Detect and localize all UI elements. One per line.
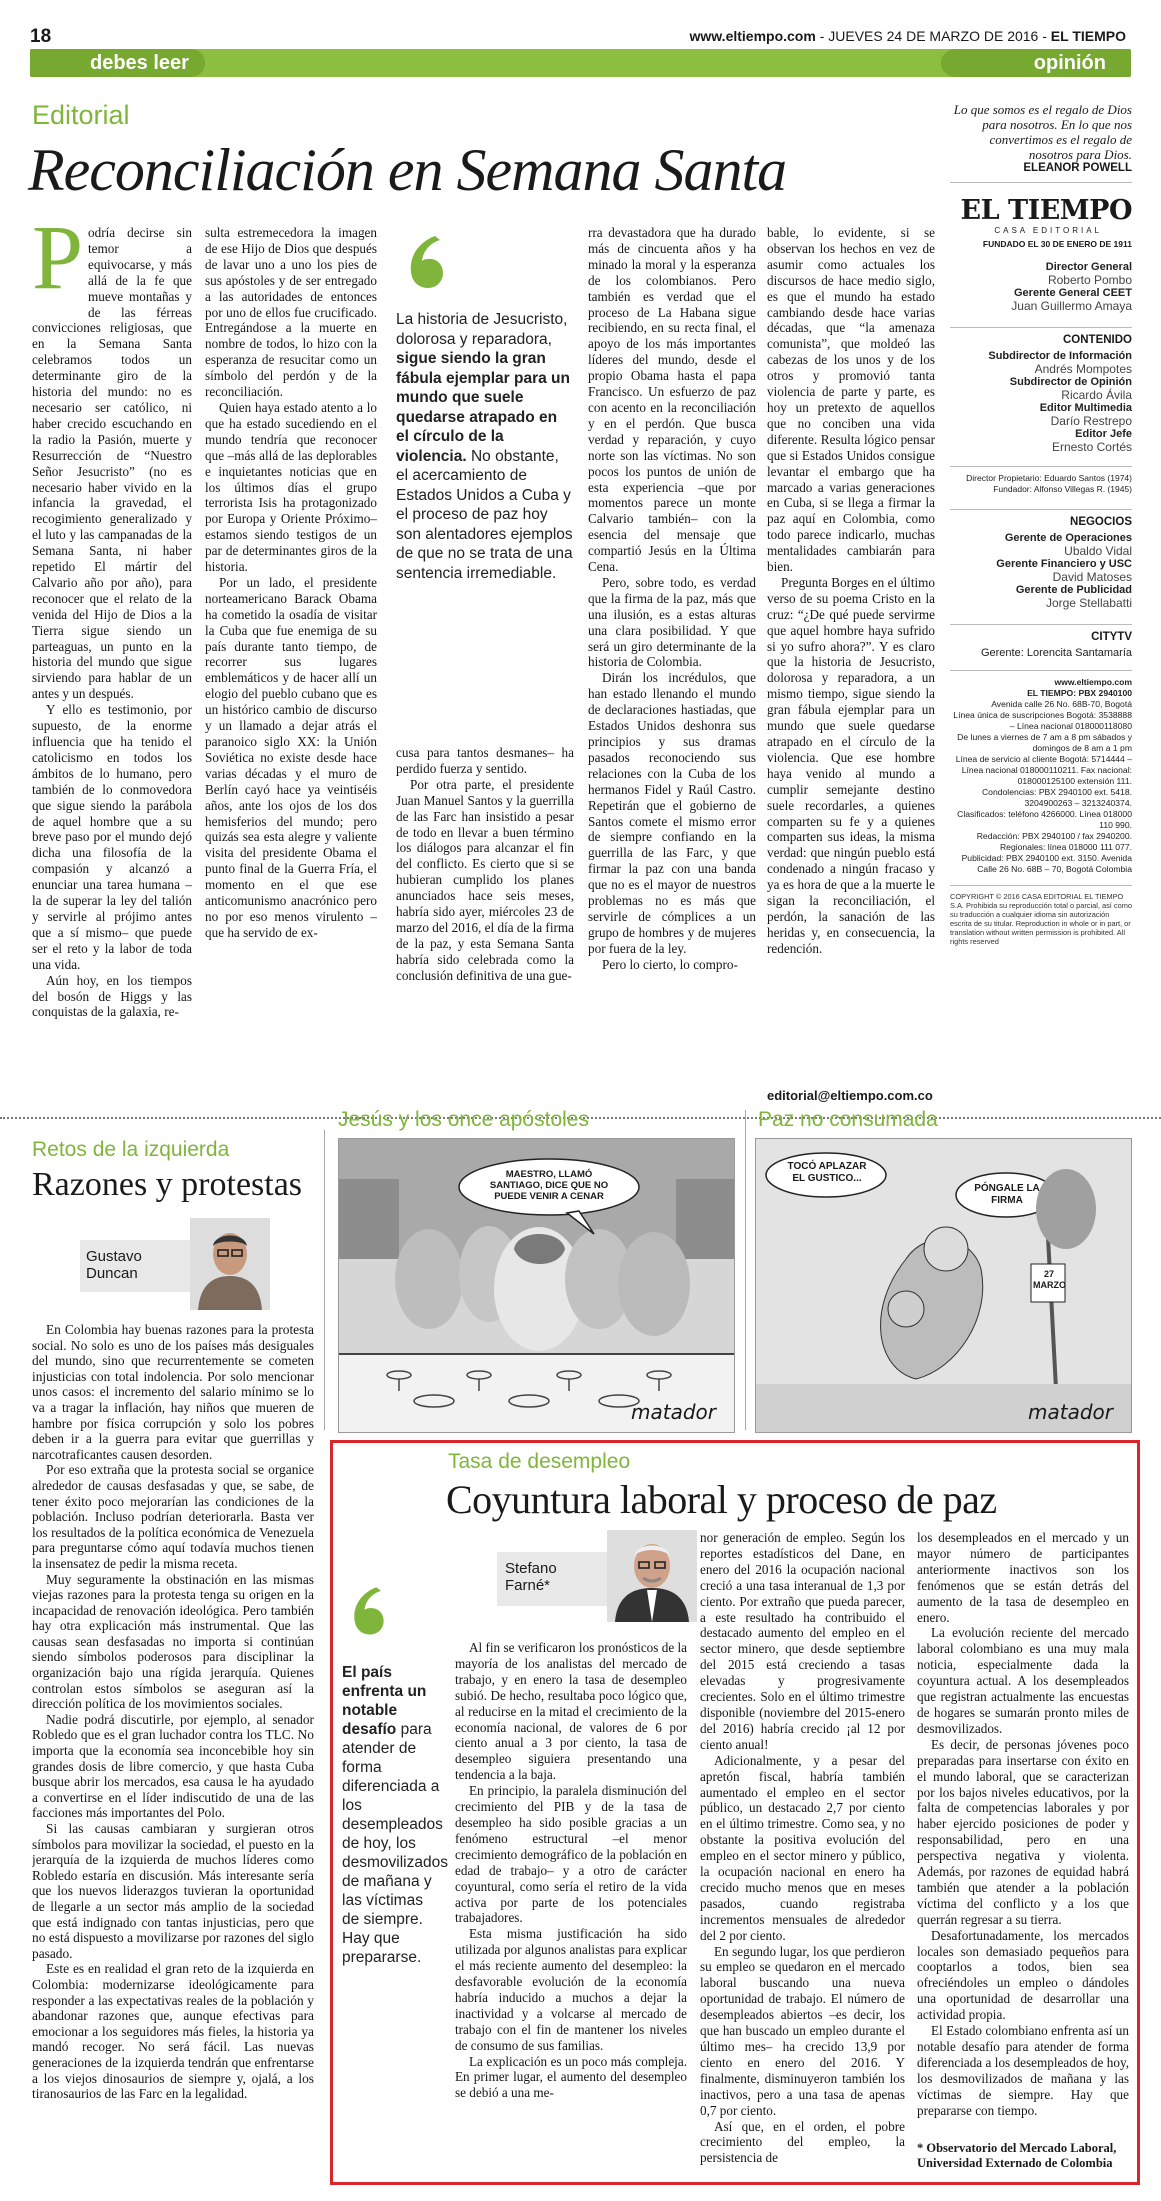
editorial-col-4 xyxy=(588,225,756,1105)
farne-paragraph: Adicionalmente, y a pesar del apretón fiscal, habría también aumentado el empleo en el sector público, un destacado 2,7 por ciento en el último trimestre. Como sea, y no obstante la positiva evolución del empleo en el sector minero y público, la ocupación nacional en enero ha crecido mucho menos que en meses pasados, cuando registraba incrementos mensuales de alrededor del 2 por ciento. xyxy=(700,1752,905,1943)
farne-col-3 xyxy=(917,1530,1129,2140)
masthead-quote-author: ELEANOR POWELL xyxy=(1023,162,1132,174)
farne-paragraph: Es decir, de personas jóvenes poco preparadas para insertarse con éxito en el mundo laboral, que se caracterizan por los bajos niveles educativos, por la falta de competencias laborales y por haber ejercido posiciones de poder y responsabilidad, pero en una perspectiva negativa y violenta. Además, por razones de equidad habrá también que atender a la población víctima del conflicto y a los que querrán regresar a su tierra. xyxy=(917,1736,1129,1927)
header-paper: EL TIEMPO xyxy=(1050,28,1126,44)
editorial-paragraph: Por otra parte, el presidente Juan Manuel Santos y la guerrilla de las Farc han insistido a pesar de todo en llevar a buen término los diálogos para alcanzar el fin del conflicto. Es cierto que si se hubieran cumplido los planes anunciados hace seis meses, habría sido ayer, miércoles 23 de marzo del 2016, el día de la firma de la paz, y esta Semana Santa habría sido celebrada como la conclusión definitiva de una gue- xyxy=(396,776,574,983)
masthead xyxy=(950,102,1132,946)
staff-name: Andrés Mompotes xyxy=(1034,362,1132,376)
tab-opinion[interactable]: opinión xyxy=(1033,52,1106,74)
contact-line: Avenida calle 26 No. 68B-70, Bogotá xyxy=(991,699,1132,709)
staff-name: Jorge Stellabatti xyxy=(1045,596,1132,610)
owner-line: Director Propietario: Eduardo Santos (1974) xyxy=(966,473,1132,483)
section-citytv: CITYTV xyxy=(950,624,1132,643)
editorial-paragraph: Aún hoy, en los tiempos del bosón de Higgs y las conquistas de la galaxia, re- xyxy=(32,972,192,1020)
masthead-quote: Lo que somos es el regalo de Dios para nosotros. En lo que nos convertimos es el regalo de nosotros para Dios. xyxy=(953,102,1132,162)
page-number: 18 xyxy=(30,26,52,47)
staff-name: Roberto Pombo xyxy=(1047,273,1132,287)
staff-role: Subdirector de Información xyxy=(988,350,1132,362)
editorial-col-1 xyxy=(32,225,192,1105)
staff-name: David Matoses xyxy=(1052,570,1132,584)
editorial-col-5 xyxy=(767,225,935,1085)
citytv-manager: Gerente: Lorencita Santamaría xyxy=(980,647,1132,659)
contact-line: Regionales: línea 018000 111 077. xyxy=(999,842,1132,852)
contact-line[interactable]: www.eltiempo.com xyxy=(1054,677,1132,687)
farne-author-name: Stefano Farné* xyxy=(505,1560,557,1594)
cartoon-jesus-apostles xyxy=(338,1138,735,1433)
cartoon1-bubble-text: MAESTRO, LLAMÓ SANTIAGO, DICE QUE NO PUEDE VENIR A CENAR xyxy=(489,1169,609,1202)
duncan-paragraph: Nadie podrá discutirle, por ejemplo, al senador Robledo que es el gran luchador contra los TLC. No importa que la economía sea inconcebible hoy sin grandes dosis de libre comercio, y que hasta Cuba busque abrir los mercados, esa causa le ha ayudado a convertirse en el líder indiscutido de una de las facciones más importantes del Polo. xyxy=(32,1711,314,1821)
editorial-col-3 xyxy=(396,745,574,1105)
staff-role: Subdirector de Opinión xyxy=(1009,376,1132,388)
cartoon2-bubble2-text: PÓNGALE LA FIRMA xyxy=(974,1183,1040,1206)
staff-role: Director General xyxy=(1045,261,1132,273)
staff-role: Editor Multimedia xyxy=(1039,402,1132,414)
contact-line: Línea única de suscripciones Bogotá: 3538888 – Línea nacional 018000118080 xyxy=(953,710,1132,731)
cartoon1-signature: matador xyxy=(631,1400,716,1424)
farne-author-box xyxy=(497,1530,697,1622)
editorial-paragraph: cusa para tantos desmanes– ha perdido fuerza y sentido. xyxy=(396,745,574,776)
staff-role: Editor Jefe xyxy=(1075,428,1132,440)
contact-line: Redacción: PBX 2940100 / fax 2940200. xyxy=(976,831,1132,841)
farne-title: Coyuntura laboral y proceso de paz xyxy=(446,1477,997,1522)
staff-name: Darío Restrepo xyxy=(1050,414,1132,428)
editorial-paragraph: Pero lo cierto, lo compro- xyxy=(602,956,738,972)
duncan-body xyxy=(32,1322,314,2182)
section-negocios: NEGOCIOS xyxy=(950,509,1132,528)
calendar-text: 27 MARZO xyxy=(1033,1269,1066,1290)
contact-line: Publicidad: PBX 2940100 ext. 3150. Avenida Calle 26 No. 68B – 70, Bogotá Colombia xyxy=(961,853,1132,874)
farne-paragraph: nor generación de empleo. Según los reportes estadísticos del Dane, en enero del 2016 la ocupación nacional creció a una tasa interanual de 1,3 por ciento. Por extraño que pueda parecer, a este resultado ha contribuido el destacado aumento del empleo en el sector minero, que desde septiembre del 2015 está creciendo a tasas elevadas y progresivamente crecientes. Solo en el último trimestre disponible (noviembre del 2015-enero del 2016) habría crecido ¡al 12 por ciento anual! xyxy=(700,1530,905,1752)
cartoon2-signature: matador xyxy=(1028,1400,1113,1424)
staff-name: Ubaldo Vidal xyxy=(1064,544,1132,558)
duncan-author-box xyxy=(80,1218,270,1310)
farne-footnote: * Observatorio del Mercado Laboral, Universidad Externado de Colombia xyxy=(917,2141,1117,2170)
editorial-paragraph: bable, lo evidente, si se observan los hechos en vez de asumir como actuales los discursos de hace medio siglo, es que el mundo ha estado cambiando desde hace varias décadas, que “la amenaza comunista”, que moldeó las cabezas de los unos y de los otros y promovió tanta violencia de parte y parte, es hoy un pretexto de aquellos que no conciben una vida diferente. Resulta lógico pensar que si Estados Unidos consigue levantar el embargo que ha marcado a varias generaciones en Cuba, si se llega a firmar la paz aquí en Colombia, como todo parece indicarlo, muchas mentalidades cambiarán para bien. xyxy=(767,225,935,575)
editorial-paragraph: rra devastadora que ha durado más de cincuenta años y ha minado la moral y la esperanza de los colombianos. Pero también es verdad que el proceso de La Habana sigue recibiendo, en su recta final, el apoyo de los más importantes líderes del mundo, desde el propio Obama hasta el papa Francisco. Un esfuerzo de paz con acento en la reconciliación y en el perdón. Que busca verdad y reparación, y cuyo norte son las víctimas. No son pocos los puntos de unión de esta experiencia –que por momentos parece un monte Calvario también– con la esencia del mensaje que compartió Jesús en la Última Cena. xyxy=(588,225,756,575)
editorial-paragraph: Y ello es testimonio, por supuesto, de la enorme influencia que ha tenido el catolicismo en todos los ámbitos de lo humano, pero también de lo conmovedora que sigue siendo la parábola de aquel hombre que a su breve paso por el mundo dejó dicha una filosofía de la compasión y alcanzó a enunciar una tarea humana –la de superar la ley del talión y servirle al prójimo antes que a sí mismo– que puede ser el reto y la labor de toda una vida. xyxy=(32,702,192,972)
farne-col-1 xyxy=(455,1640,687,2180)
staff-role: Gerente de Operaciones xyxy=(1004,532,1132,544)
section-bar xyxy=(30,49,1131,77)
editorial-pull-quote: La historia de Jesucristo, dolorosa y reparadora, sigue siendo la gran fábula ejemplar para un mundo que suele quedarse atrapado en el círculo de la violencia. No obstante, el acercamiento de Estados Unidos a Cuba y el proceso de paz hoy son alentadores ejemplos de que no se trata de una sentencia irremediable. xyxy=(396,311,573,582)
farne-col-2 xyxy=(700,1530,905,2180)
farne-paragraph: En principio, la paralela disminución del crecimiento del PIB y de la tasa de desempleo ha sido posible gracias a un fenómeno estructural –el menor crecimiento demográfico de la población en edad de trabajo– y a otro de carácter coyuntural, como sería el retiro de la vida activa por parte de los potenciales trabajadores. xyxy=(455,1783,687,1926)
editorial-kicker: Editorial xyxy=(32,100,130,130)
author-photo xyxy=(190,1218,270,1310)
duncan-title: Razones y protestas xyxy=(32,1166,303,1203)
founded-line: FUNDADO EL 30 DE ENERO DE 1911 xyxy=(982,239,1132,249)
editorial-paragraph: Dirán los incrédulos, que han estado llenando el mundo de declaraciones hastiadas, que Estados Unidos deshonra sus principios y sus dramas pasados reconociendo sus relaciones con la Cuba de los hermanos Fidel y Raúl Castro. Repetirán que el gobierno de Santos comete el mismo error de siempre confiando en la guerrilla de las Farc, y que firmar la paz con una banda que no es el mayor de nuestros problemas no es más que servirle de cómplices a un grupo de hombres y de mujeres por fuera de la ley. xyxy=(588,670,756,956)
duncan-paragraph: En Colombia hay buenas razones para la protesta social. No solo es uno de los países más desiguales del mundo, sino que recurrentemente se cometen injusticias con total indolencia. Por solo mencionar unos casos: el incremento del salario mínimo se lo va a tragar la inflación, hay niños que mueren de hambre por física corrupción y solo los pobres deben ir a la guerra para evitar que guerrillas y narcotraficantes causen desorden. xyxy=(32,1322,314,1462)
owner-line: Fundador: Alfonso Villegas R. (1945) xyxy=(993,484,1132,494)
site-url[interactable]: www.eltiempo.com xyxy=(689,28,816,44)
farne-paragraph: los desempleados en el mercado y un mayor número de participantes anteriormente inactivos son los fenómenos que se están detrás del aumento de la tasa de desempleo en enero. xyxy=(917,1530,1129,1625)
farne-paragraph: El Estado colombiano enfrenta así un notable desafío para atender de forma diferenciada a los desempleados de hoy, los desmovilizados de mañana y las víctimas de siempre. Hay que prepararse con tiempo. xyxy=(917,2023,1129,2118)
duncan-paragraph: Si las causas cambiaran y surgieran otros símbolos para movilizar la sociedad, el puesto en la jerarquía de la izquierda de muchos líderes como Robledo estaría en discusión. Más interesante sería que los nuevos liderazgos tuvieran la oportunidad de llegarle a un sector más amplio de la sociedad que está indignado con tantas injusticias, pero que no está dispuesto a movilizarse por razones del siglo pasado. xyxy=(32,1821,314,1961)
editorial-paragraph: Por un lado, el presidente norteamericano Barack Obama ha cometido la osadía de visitar la Cuba que fue enemiga de su país durante tanto tiempo, de recorrer sus lugares emblemáticos y de hacer allí un elogio del pueblo cubano que es un histórico cambio de discurso y un llamado a dejar atrás el paranoico siglo XX: la Unión Soviética no existe desde hace varias décadas y el muro de Berlín cayó hace ya veintiséis años, ante los ojos de los dos hemisferios del mundo; pero quizás sea esta alegre y valiente visita del presidente Obama el punto final de la Guerra Fría, el momento en el que ese anticomunismo anacrónico pero no por eso menos virulento –que ha servido de ex- xyxy=(205,574,377,940)
editorial-paragraph: Quien haya estado atento a lo que ha estado sucediendo en el mundo tendría que reconocer que –más allá de las deplorables e inquietantes noticias que en los últimos días el grupo terrorista Isis ha protagonizado por Europa y Oriente Próximo– estamos siendo testigos de un par de determinantes giros de la historia. xyxy=(205,399,377,575)
farne-paragraph: Al fin se verificaron los pronósticos de la mayoría de los analistas del mercado de trabajo, y en enero la tasa de desempleo subió. De hecho, resultaba poco lógico que, al reducirse en la mitad el crecimiento de la economía nacional, de valores de 6 por ciento anual a 3 por ciento, la tasa de desempleo siguiera presentando una tendencia a la baja. xyxy=(455,1640,687,1783)
editorial-paragraph: sulta estremecedora la imagen de ese Hijo de Dios que después de lavar uno a uno los pies de sus apóstoles y de ser entregado a las autoridades de entonces por uno de ellos fue crucificado. Entregándose a la muerte en nombre de todos, lo hizo con la esperanza de resucitar como un símbolo del perdón y de la reconciliación. xyxy=(205,225,377,400)
editorial-title: Reconciliación en Semana Santa xyxy=(28,137,787,203)
contact-line: Condolencias: PBX 2940100 ext. 5418. 3204900263 – 3213240374. xyxy=(981,787,1132,808)
quote-mark-icon xyxy=(340,1580,400,1640)
cartoon2-bubble1-text: TOCÓ APLAZAR EL GUSTICO... xyxy=(787,1161,867,1184)
duncan-paragraph: Por eso extraña que la protesta social se organice alrededor de causas desfasadas y que, se sabe, de tener éxito poco mejorarían las condiciones de la población. Incluso podrían deteriorarla. Basta ver los resultados de la política económica de Venezuela para preguntarse cómo aquí todavía muchos tienen la insensatez de pedir la misma receta. xyxy=(32,1462,314,1571)
el-tiempo-logo: EL TIEMPO xyxy=(960,195,1132,226)
tab-debes-leer[interactable]: debes leer xyxy=(90,52,189,74)
cartoon1-kicker: Jesús y los once apóstoles xyxy=(338,1108,589,1131)
duncan-kicker: Retos de la izquierda xyxy=(32,1138,230,1161)
header-dateline: www.eltiempo.com - JUEVES 24 DE MARZO DE 2016 - EL TIEMPO xyxy=(689,28,1126,44)
farne-paragraph: Esta misma justificación ha sido utilizada por algunos analistas para explicar el más reciente aumento del desempleo: la desfavorable evolución de la economía habría inducido a muchos a dejar la inactividad y a volcarse al mercado de trabajo con el fin de mantener los niveles de consumo de sus familias. xyxy=(455,1926,687,2053)
duncan-paragraph: Muy seguramente la obstinación en las mismas viejas razones para la protesta tenga su origen en la incapacidad de renovación ideológica. Pero también hay otra explicación más instrumental. Que las causas sean desfasadas no importa si continúan siendo símbolos poderosos para disciplinar la organización bajo una rígida jerarquía. Quienes controlan estos símbolos se aseguran así la dirección política de los movimientos sociales. xyxy=(32,1571,314,1712)
logo-subtitle: CASA EDITORIAL xyxy=(994,226,1102,235)
quote-mark-icon xyxy=(395,228,461,294)
editorial-col-2 xyxy=(205,225,377,1105)
copyright: COPYRIGHT © 2016 CASA EDITORIAL EL TIEMPO S.A. Prohibida su reproducción total o parcial, así como su traducción a cualquier idioma sin autorización escrita de su titular. Reproduction in whole or in part, or translation without written permission is prohibited. All rights reserved xyxy=(950,885,1132,946)
contact-line: De lunes a viernes de 7 am a 8 pm sábados y domingos de 8 am a 1 pm xyxy=(957,732,1132,753)
farne-paragraph: En segundo lugar, los que perdieron su empleo se quedaron en el mercado laboral buscando una nueva oportunidad de trabajo. El número de desempleados abiertos –es decir, los que han buscado un empleo durante el último mes– ha crecido 13,9 por ciento en enero del 2016. Y finalmente, disminuyeron también los inactivos, pero a una tasa de apenas 0,7 por ciento. xyxy=(700,1943,905,2118)
editorial-paragraph: Pregunta Borges en el último verso de su poema Cristo en la cruz: “¿De qué puede servirme que aquel hombre haya sufrido si yo sufro ahora?”. Y es claro que la historia de Jesucristo, dolorosa y reparadora, a un mismo tiempo, sigue siendo la gran fábula ejemplar para un mundo que suele quedarse atrapado en el círculo de la violencia. Que ese hombre haya venido al mundo a cumplir semejante destino suele recordarles, a quienes comparten su fe y a quienes comparten sus ideas, la misma verdad: que ningún pueblo está condenado a ningún fracaso y ya es hora de que a la muerte le sigan la reconciliación, el perdón, la sanación de las heridas y, en consecuencia, la redención. xyxy=(767,574,935,956)
editorial-paragraph: odría decirse sin temor a equivocarse, y más allá de la fe que mueve montañas y de las férreas convicciones religiosas, que en la Semana Santa celebramos todos un determinante giro de la historia del mundo: no es necesario ser católico, ni haber crecido escuchando en la radio la Pasión, muerte y Resurrección de “Nuestro Señor Jesucristo” (no es necesario haber vivido en la infancia la gravedad, el recogimiento generalizado y el luto y las campanadas de la Semana Santa, ni haber repetido El mártir del Calvario año por año), para reconocer que el relato de la venida del Hijo de Dios a la Tierra sigue siendo un parteaguas, un punto en la historia del mundo que sigue sirviendo para hablar de un antes y un después. xyxy=(32,225,192,702)
staff-name: Juan Guillermo Amaya xyxy=(1011,299,1132,313)
staff-name: Ricardo Ávila xyxy=(1061,388,1132,402)
editorial-email[interactable]: editorial@eltiempo.com.co xyxy=(767,1088,933,1103)
farne-pull-quote: El país enfrenta un notable desafío para atender de forma diferenciada a los desempleados de hoy, los desmovilizados de mañana y las víctimas de siempre. Hay que prepararse. xyxy=(342,1664,448,1966)
farne-paragraph: Así que, en el orden, el pobre crecimiento del empleo, la persistencia de xyxy=(700,2118,905,2166)
duncan-paragraph: Este es en realidad el gran reto de la izquierda en Colombia: modernizarse ideológicamente para responder a las expectativas reales de la población y abandonar razones que, aunque efectivas para emocionar a los seguidores más fieles, la historia ya mandó recoger. No será fácil. Las nuevas generaciones de la izquierda tendrán que enfrentarse a los viejos dinosaurios de siempre y, ojalá, a los tiranosaurios de las Farc en la legalidad. xyxy=(32,1961,314,2102)
contact-line: Línea de servicio al cliente Bogotá: 5714444 – Línea nacional 018000110211. Fax nacional: 018000125100 extensión 111. xyxy=(955,754,1132,786)
farne-paragraph: Desafortunadamente, los mercados locales son demasiado pequeños para cooptarlos a todos, bien sea ofreciéndoles un empleo o dándoles una oportunidad de desarrollar una actividad propia. xyxy=(917,1927,1129,2023)
staff-role: Gerente de Publicidad xyxy=(1015,584,1132,596)
cartoon2-kicker: Paz no consumada xyxy=(758,1108,938,1131)
duncan-author-name: Gustavo Duncan xyxy=(86,1248,142,1282)
farne-paragraph: La evolución reciente del mercado laboral colombiano es una muy mala noticia, especialmente dada la coyuntura actual. A los desempleados que registran actualmente las encuestas de hogares se sumarán pronto miles de desmovilizados. xyxy=(917,1625,1129,1736)
staff-role: Gerente General CEET xyxy=(1014,287,1132,299)
cartoon-paz-no-consumada xyxy=(755,1138,1132,1433)
staff-role: Gerente Financiero y USC xyxy=(996,558,1132,570)
drop-cap: P xyxy=(32,225,84,308)
section-contenido: CONTENIDO xyxy=(950,327,1132,346)
contact-line: EL TIEMPO: PBX 2940100 xyxy=(1027,688,1132,698)
staff-name: Ernesto Cortés xyxy=(1051,440,1132,454)
header-date: JUEVES 24 DE MARZO DE 2016 xyxy=(828,28,1039,44)
editorial-paragraph: Pero, sobre todo, es verdad que la firma de la paz, más que una ilusión, es a estas alturas una clara posibilidad. Y que será un giro determinante de la historia de Colombia. xyxy=(588,574,756,670)
farne-kicker: Tasa de desempleo xyxy=(448,1450,631,1473)
farne-paragraph: La explicación es un poco más compleja. En primer lugar, el aumento del desempleo se debió a una me- xyxy=(455,2053,687,2101)
author-photo xyxy=(607,1530,697,1622)
contact-line: Clasificados: teléfono 4266000. Línea 018000 110 990. xyxy=(957,809,1132,830)
